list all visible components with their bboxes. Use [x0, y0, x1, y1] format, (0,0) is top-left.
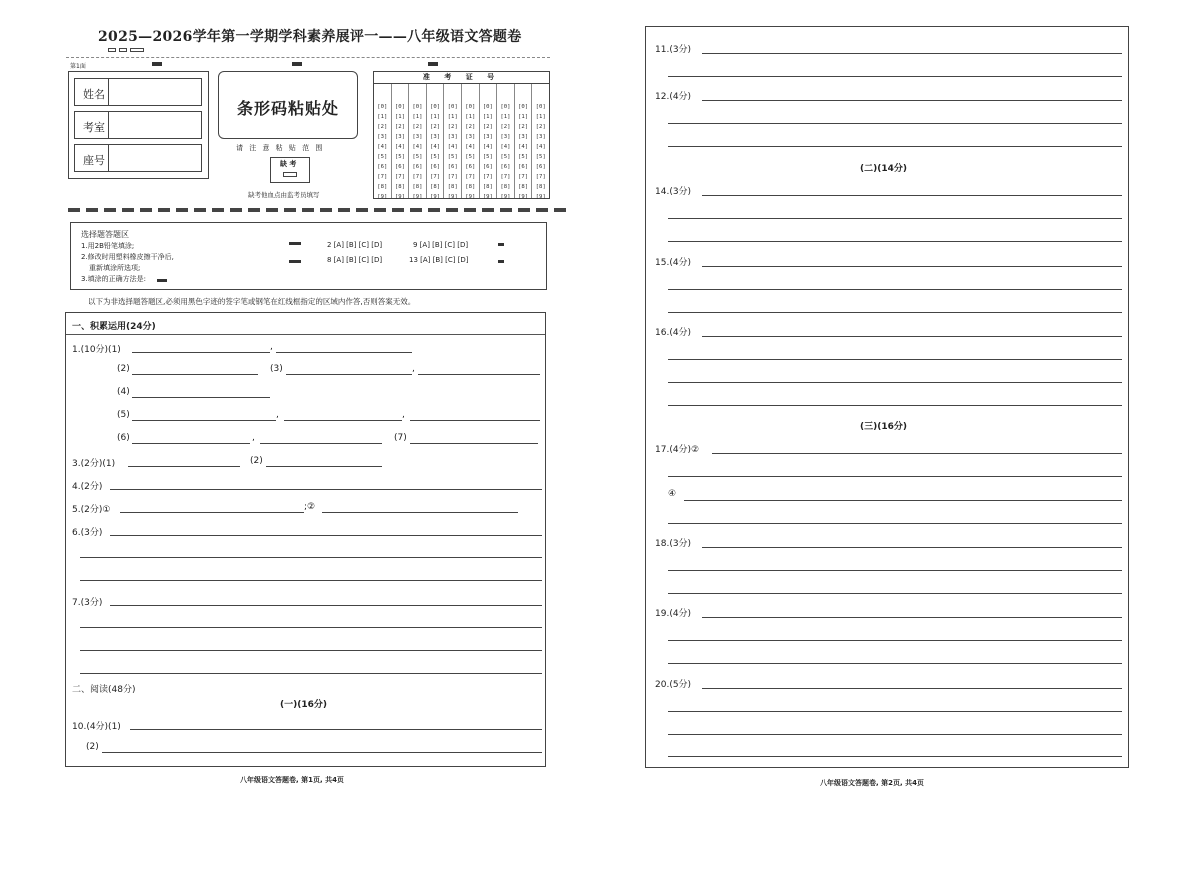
exam-id-bubble[interactable]: [5] — [412, 154, 423, 160]
answer-line-1-2[interactable] — [132, 374, 258, 375]
exam-id-bubble[interactable]: [3] — [430, 134, 441, 140]
choice-note: 3.填涂的正确方法是: — [81, 275, 147, 283]
exam-id-bubble[interactable]: [7] — [465, 174, 476, 180]
answer-line-20[interactable] — [668, 734, 1122, 735]
exam-id-bubble[interactable]: [4] — [500, 144, 511, 150]
exam-id-bubble[interactable]: [9] — [394, 194, 405, 200]
question-12-label: 12.(4分) — [655, 92, 692, 102]
exam-id-digit-column — [427, 84, 445, 198]
name-field[interactable]: 姓名 — [74, 78, 202, 106]
exam-id-bubble[interactable]: [3] — [535, 134, 546, 140]
timing-mark — [498, 243, 504, 246]
exam-id-bubble[interactable]: [4] — [465, 144, 476, 150]
answer-line-14[interactable] — [668, 241, 1122, 242]
exam-id-bubble[interactable]: [8] — [465, 184, 476, 190]
answer-line-7[interactable] — [110, 605, 542, 606]
exam-id-bubble[interactable]: [2] — [517, 124, 529, 130]
exam-id-digit-column — [532, 84, 549, 198]
choice-note: 1.用2B铅笔填涂; — [81, 242, 135, 250]
exam-id-bubble[interactable]: [3] — [447, 134, 458, 140]
choice-answer-area — [70, 222, 547, 290]
page-label: 第1面 — [70, 63, 86, 70]
exam-id-bubble[interactable]: [6] — [482, 164, 493, 170]
exam-id-bubble[interactable]: [1] — [394, 114, 405, 120]
question-6-label: 6.(3分) — [72, 528, 103, 538]
answer-line-16[interactable] — [702, 336, 1122, 337]
section-2-heading: 二、阅读(48分) — [72, 685, 136, 695]
answer-line-17[interactable] — [712, 453, 1122, 454]
field-divider — [108, 144, 109, 172]
question-10-part: (2) — [86, 742, 99, 752]
exam-id-bubble[interactable]: [2] — [430, 124, 441, 130]
exam-id-bubble[interactable]: [2] — [465, 124, 476, 130]
question-7-label: 7.(3分) — [72, 598, 103, 608]
exam-id-bubble[interactable]: [8] — [535, 184, 546, 190]
answer-line-7[interactable] — [80, 673, 542, 674]
choice-note: 2.修改时用塑料橡皮擦干净后, — [81, 253, 174, 261]
answer-line-6[interactable] — [110, 535, 542, 536]
top-divider — [66, 57, 550, 58]
subsection-3-heading: (三)(16分) — [860, 422, 907, 432]
exam-id-bubble[interactable]: [4] — [394, 144, 405, 150]
exam-id-bubble[interactable]: [2] — [482, 124, 493, 130]
choice-row-13[interactable]: 13 [A] [B] [C] [D] — [409, 256, 469, 264]
absent-label: 缺 考 — [280, 160, 297, 168]
answer-line-1-6b[interactable] — [260, 443, 382, 444]
answer-line-10-1[interactable] — [130, 729, 542, 730]
timing-mark — [428, 62, 438, 66]
exam-id-bubble[interactable]: [1] — [412, 114, 423, 120]
exam-id-bubble[interactable]: [2] — [500, 124, 511, 130]
exam-id-bubble[interactable]: [5] — [447, 154, 458, 160]
corner-mark — [108, 48, 116, 52]
answer-line-18[interactable] — [702, 547, 1122, 548]
answer-line-20[interactable] — [668, 756, 1122, 757]
exam-id-bubble[interactable]: [6] — [412, 164, 423, 170]
answer-line-17[interactable] — [668, 523, 1122, 524]
exam-id-bubble[interactable]: [0] — [447, 104, 458, 110]
answer-line-17[interactable] — [684, 500, 1122, 501]
exam-id-bubble[interactable]: [1] — [447, 114, 458, 120]
exam-id-bubble[interactable]: [9] — [535, 194, 546, 200]
exam-id-digit-column — [462, 84, 480, 198]
question-19-label: 19.(4分) — [655, 609, 692, 619]
answer-line-1-6[interactable] — [132, 443, 250, 444]
exam-id-bubble[interactable]: [4] — [412, 144, 423, 150]
answer-line-19[interactable] — [702, 617, 1122, 618]
exam-id-bubble[interactable]: [3] — [482, 134, 493, 140]
answer-notice: 以下为非选择题答题区,必须用黑色字迹的签字笔或钢笔在红线框指定的区域内作答,否则答案无效。 — [88, 297, 416, 306]
answer-line-6[interactable] — [80, 580, 542, 581]
exam-id-bubble[interactable]: [2] — [394, 124, 405, 130]
exam-id-bubble[interactable]: [4] — [447, 144, 458, 150]
question-1-part: (7) — [394, 433, 407, 443]
timing-mark — [152, 62, 162, 66]
answer-line-5-1[interactable] — [120, 512, 304, 513]
question-20-label: 20.(5分) — [655, 680, 692, 690]
exam-id-digit-column — [497, 84, 515, 198]
exam-id-bubble[interactable]: [0] — [465, 104, 476, 110]
answer-line-11[interactable] — [668, 76, 1122, 77]
question-17-part: ④ — [668, 489, 677, 499]
question-4-label: 4.(2分) — [72, 482, 103, 492]
exam-id-grid — [373, 71, 550, 199]
barcode-area: 条形码粘贴处 — [218, 71, 358, 139]
answer-frame-page2 — [645, 26, 1129, 768]
exam-id-bubble[interactable]: [8] — [517, 184, 529, 190]
answer-line-10-2[interactable] — [102, 752, 542, 753]
exam-id-bubble[interactable]: [4] — [535, 144, 546, 150]
absent-checkbox[interactable] — [283, 172, 297, 177]
exam-id-label: 准 考 证 号 — [374, 72, 549, 84]
exam-id-bubble[interactable]: [0] — [412, 104, 423, 110]
answer-line-6[interactable] — [80, 557, 542, 558]
exam-id-bubble[interactable]: [5] — [535, 154, 546, 160]
question-17-label: 17.(4分)② — [655, 445, 700, 455]
exam-id-bubble[interactable]: [8] — [482, 184, 493, 190]
exam-id-bubble[interactable]: [0] — [377, 104, 388, 110]
exam-id-bubble[interactable]: [1] — [517, 114, 529, 120]
exam-id-digit-column — [444, 84, 462, 198]
subsection-2-heading: (二)(14分) — [860, 164, 907, 174]
exam-id-bubble[interactable]: [1] — [430, 114, 441, 120]
exam-id-bubble[interactable]: [1] — [500, 114, 511, 120]
exam-id-bubble[interactable]: [5] — [517, 154, 529, 160]
exam-id-bubble[interactable]: [9] — [412, 194, 423, 200]
comma: , — [412, 364, 415, 374]
exam-id-bubble[interactable]: [6] — [447, 164, 458, 170]
exam-id-bubble[interactable]: [8] — [377, 184, 388, 190]
timing-mark — [289, 260, 301, 263]
exam-id-bubble[interactable]: [8] — [500, 184, 511, 190]
answer-line-15[interactable] — [668, 289, 1122, 290]
answer-line-11[interactable] — [702, 53, 1122, 54]
exam-id-bubble[interactable]: [4] — [430, 144, 441, 150]
question-10-label: 10.(4分)(1) — [72, 722, 121, 732]
answer-line-1-3b[interactable] — [418, 374, 540, 375]
fill-example — [157, 279, 167, 282]
answer-line-19[interactable] — [668, 663, 1122, 664]
exam-id-bubble[interactable]: [7] — [517, 174, 529, 180]
exam-id-bubble[interactable]: [1] — [377, 114, 388, 120]
answer-line-1-1[interactable] — [132, 352, 270, 353]
exam-id-bubble[interactable]: [7] — [430, 174, 441, 180]
answer-line-1-5b[interactable] — [284, 420, 402, 421]
exam-id-digit-column — [480, 84, 498, 198]
answer-line-1-1b[interactable] — [276, 352, 412, 353]
question-1-label: 1.(10分)(1) — [72, 345, 121, 355]
answer-line-14[interactable] — [668, 218, 1122, 219]
exam-id-bubble[interactable]: [4] — [377, 144, 388, 150]
page-footer-1: 八年级语文答题卷, 第1页, 共4页 — [240, 776, 344, 784]
question-1-part: (6) — [117, 433, 130, 443]
exam-id-bubble[interactable]: [1] — [535, 114, 546, 120]
question-16-label: 16.(4分) — [655, 328, 692, 338]
exam-id-bubble[interactable]: [9] — [517, 194, 529, 200]
exam-id-bubble[interactable]: [3] — [394, 134, 405, 140]
choice-row-2[interactable]: 2 [A] [B] [C] [D] — [327, 241, 383, 249]
answer-line-12[interactable] — [668, 146, 1122, 147]
exam-id-bubble[interactable]: [7] — [482, 174, 493, 180]
exam-id-digit-column — [374, 84, 392, 198]
exam-id-bubble[interactable]: [6] — [517, 164, 529, 170]
section-1-heading: 一、积累运用(24分) — [72, 322, 156, 332]
answer-line-16[interactable] — [668, 382, 1122, 383]
question-1-part: (5) — [117, 410, 130, 420]
question-3-label: 3.(2分)(1) — [72, 459, 116, 469]
question-1-part: (3) — [270, 364, 283, 374]
exam-id-bubble[interactable]: [0] — [482, 104, 493, 110]
answer-line-17[interactable] — [668, 476, 1122, 477]
answer-line-19[interactable] — [668, 640, 1122, 641]
answer-line-7[interactable] — [80, 627, 542, 628]
exam-id-bubble[interactable]: [5] — [465, 154, 476, 160]
exam-id-bubble[interactable]: [3] — [465, 134, 476, 140]
exam-id-bubble[interactable]: [0] — [517, 104, 529, 110]
answer-line-20[interactable] — [668, 711, 1122, 712]
exam-id-bubble[interactable]: [5] — [394, 154, 405, 160]
comma: , — [402, 410, 405, 420]
exam-id-bubble[interactable]: [9] — [377, 194, 388, 200]
question-18-label: 18.(3分) — [655, 539, 692, 549]
field-divider — [108, 111, 109, 139]
exam-id-bubble[interactable]: [5] — [482, 154, 493, 160]
exam-id-bubble[interactable]: [5] — [377, 154, 388, 160]
answer-line-1-4[interactable] — [132, 397, 270, 398]
question-1-part: (4) — [117, 387, 130, 397]
exam-id-bubble[interactable]: [9] — [465, 194, 476, 200]
exam-id-bubble[interactable]: [0] — [535, 104, 546, 110]
answer-line-1-7[interactable] — [410, 443, 538, 444]
exam-id-bubble[interactable]: [6] — [500, 164, 511, 170]
comma: , — [270, 342, 273, 352]
corner-mark — [119, 48, 127, 52]
question-14-label: 14.(3分) — [655, 187, 692, 197]
question-1-part: (2) — [117, 364, 130, 374]
comma: , — [252, 433, 255, 443]
choice-row-9[interactable]: 9 [A] [B] [C] [D] — [413, 241, 469, 249]
exam-id-bubble[interactable]: [6] — [377, 164, 388, 170]
exam-id-bubble[interactable]: [2] — [377, 124, 388, 130]
exam-id-bubble[interactable]: [6] — [535, 164, 546, 170]
exam-id-bubble[interactable]: [8] — [394, 184, 405, 190]
exam-id-bubble[interactable]: [2] — [535, 124, 546, 130]
answer-line-20[interactable] — [702, 688, 1122, 689]
digit-columns — [374, 84, 549, 198]
answer-line-12[interactable] — [668, 123, 1122, 124]
exam-id-bubble[interactable]: [7] — [447, 174, 458, 180]
exam-id-bubble[interactable]: [0] — [394, 104, 405, 110]
exam-id-bubble[interactable]: [4] — [517, 144, 529, 150]
barcode-note: 请 注 意 粘 贴 范 围 — [236, 144, 325, 152]
cut-line — [68, 208, 568, 212]
exam-id-bubble[interactable]: [4] — [482, 144, 493, 150]
exam-id-bubble[interactable]: [3] — [412, 134, 423, 140]
exam-id-digit-column — [515, 84, 533, 198]
absent-note: 缺考他血点由监考员填写 — [248, 191, 320, 199]
exam-id-bubble[interactable]: [2] — [447, 124, 458, 130]
question-5-label: 5.(2分)① — [72, 505, 111, 515]
answer-line-1-5c[interactable] — [410, 420, 540, 421]
answer-line-16[interactable] — [668, 405, 1122, 406]
exam-id-bubble[interactable]: [7] — [377, 174, 388, 180]
answer-line-4[interactable] — [110, 489, 542, 490]
exam-id-bubble[interactable]: [7] — [394, 174, 405, 180]
exam-id-bubble[interactable]: [2] — [412, 124, 423, 130]
answer-line-15[interactable] — [702, 266, 1122, 267]
exam-id-bubble[interactable]: [7] — [412, 174, 423, 180]
answer-line-7[interactable] — [80, 650, 542, 651]
exam-id-bubble[interactable]: [1] — [465, 114, 476, 120]
field-divider — [108, 78, 109, 106]
exam-id-digit-column — [409, 84, 427, 198]
seat-field[interactable]: 座号 — [74, 144, 202, 172]
exam-id-bubble[interactable]: [6] — [394, 164, 405, 170]
exam-id-bubble[interactable]: [0] — [500, 104, 511, 110]
exam-id-bubble[interactable]: [1] — [482, 114, 493, 120]
answer-line-18[interactable] — [668, 570, 1122, 571]
exam-id-bubble[interactable]: [3] — [377, 134, 388, 140]
answer-line-1-3[interactable] — [286, 374, 412, 375]
choice-note: 重新填涂所选项; — [89, 264, 141, 272]
timing-mark — [292, 62, 302, 66]
comma: , — [276, 410, 279, 420]
question-3-part: (2) — [250, 456, 263, 466]
exam-id-bubble[interactable]: [8] — [412, 184, 423, 190]
exam-id-bubble[interactable]: [0] — [430, 104, 441, 110]
answer-line-18[interactable] — [668, 593, 1122, 594]
exam-id-bubble[interactable]: [7] — [500, 174, 511, 180]
answer-line-16[interactable] — [668, 359, 1122, 360]
exam-id-bubble[interactable]: [9] — [447, 194, 458, 200]
answer-line-15[interactable] — [668, 312, 1122, 313]
choice-row-8[interactable]: 8 [A] [B] [C] [D] — [327, 256, 383, 264]
exam-id-bubble[interactable]: [6] — [430, 164, 441, 170]
exam-id-bubble[interactable]: [9] — [482, 194, 493, 200]
answer-line-5-2[interactable] — [322, 512, 518, 513]
exam-id-bubble[interactable]: [3] — [517, 134, 529, 140]
answer-line-14[interactable] — [702, 195, 1122, 196]
answer-line-3-1[interactable] — [128, 466, 240, 467]
answer-line-12[interactable] — [702, 100, 1122, 101]
semicolon-mark: ;② — [304, 502, 316, 512]
room-field[interactable]: 考室 — [74, 111, 202, 139]
question-11-label: 11.(3分) — [655, 45, 692, 55]
question-15-label: 15.(4分) — [655, 258, 692, 268]
page-title: 2025—2026学年第一学期学科素养展评一——八年级语文答题卷 — [98, 29, 522, 45]
exam-id-bubble[interactable]: [8] — [447, 184, 458, 190]
exam-id-bubble[interactable]: [6] — [465, 164, 476, 170]
answer-line-1-5[interactable] — [132, 420, 276, 421]
timing-mark — [498, 260, 504, 263]
section-divider — [66, 334, 545, 335]
page-footer-2: 八年级语文答题卷, 第2页, 共4页 — [820, 779, 924, 787]
answer-line-3-2[interactable] — [266, 466, 382, 467]
timing-mark — [289, 242, 301, 245]
corner-mark — [130, 48, 144, 52]
exam-id-bubble[interactable]: [5] — [500, 154, 511, 160]
choice-title: 选择题答题区 — [81, 230, 129, 239]
subsection-1-heading: (一)(16分) — [280, 700, 327, 710]
exam-id-bubble[interactable]: [9] — [430, 194, 441, 200]
exam-id-bubble[interactable]: [5] — [430, 154, 441, 160]
exam-id-digit-column — [392, 84, 410, 198]
exam-id-bubble[interactable]: [8] — [430, 184, 441, 190]
exam-id-bubble[interactable]: [7] — [535, 174, 546, 180]
exam-id-bubble[interactable]: [9] — [500, 194, 511, 200]
exam-id-bubble[interactable]: [3] — [500, 134, 511, 140]
